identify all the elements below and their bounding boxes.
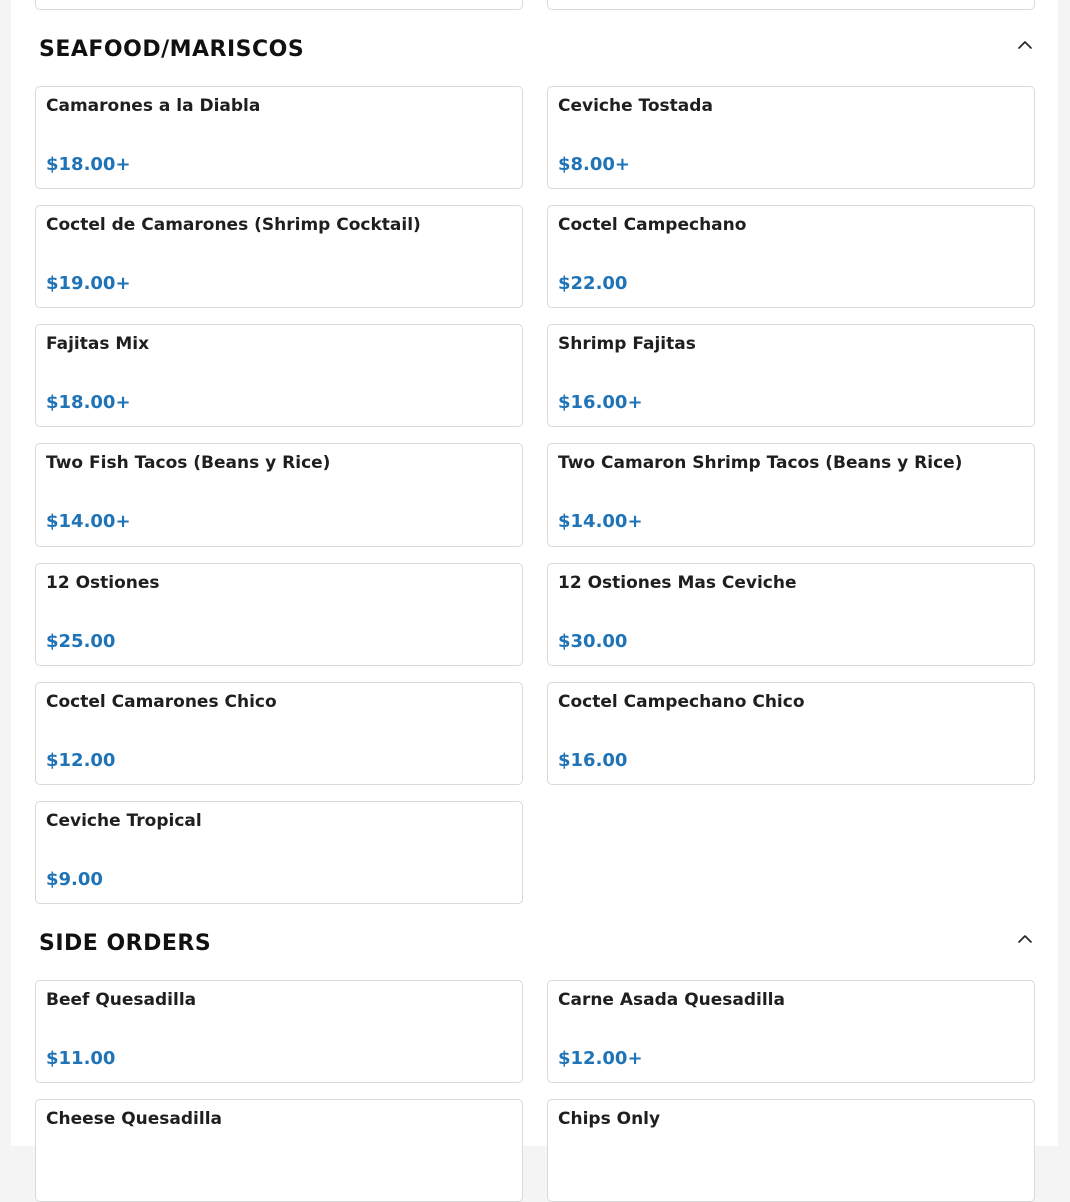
chevron-up-icon[interactable]: [1014, 927, 1036, 949]
menu-item-card[interactable]: [35, 443, 523, 547]
menu-item-price: $18.00+: [46, 154, 131, 175]
menu-item-price: $16.00: [558, 750, 628, 771]
menu-item-card-partial[interactable]: [547, 0, 1035, 10]
menu-item-name: Ceviche Tropical: [46, 811, 202, 831]
menu-item-price: $30.00: [558, 631, 628, 652]
menu-item-price: $11.00: [46, 1048, 116, 1069]
menu-item-name: Coctel de Camarones (Shrimp Cocktail): [46, 215, 421, 235]
menu-item-price: $8.00+: [558, 154, 631, 175]
menu-item-name: 12 Ostiones: [46, 573, 160, 593]
menu-item-card[interactable]: [547, 205, 1035, 308]
menu-item-price: $25.00: [46, 631, 116, 652]
menu-item-name: Coctel Camarones Chico: [46, 692, 277, 712]
section-title-seafood: SEAFOOD/MARISCOS: [39, 37, 305, 62]
menu-item-price: $18.00+: [46, 392, 131, 413]
menu-item-price: $9.00: [46, 869, 103, 890]
menu-item-price: $19.00+: [46, 273, 131, 294]
menu-item-card[interactable]: [35, 980, 523, 1083]
menu-item-card[interactable]: [35, 682, 523, 785]
menu-item-price: $22.00: [558, 273, 628, 294]
menu-item-card[interactable]: [547, 980, 1035, 1083]
section-title-side-orders: SIDE ORDERS: [39, 931, 212, 956]
menu-item-card[interactable]: [35, 324, 523, 427]
menu-item-price: $14.00+: [46, 511, 131, 532]
menu-item-card[interactable]: [547, 682, 1035, 785]
menu-item-name: Carne Asada Quesadilla: [558, 990, 785, 1010]
menu-item-price: $16.00+: [558, 392, 643, 413]
menu-item-card[interactable]: [35, 801, 523, 904]
menu-item-name: Two Camaron Shrimp Tacos (Beans y Rice): [558, 453, 963, 473]
menu-item-card[interactable]: [35, 205, 523, 308]
menu-item-name: Fajitas Mix: [46, 334, 150, 354]
menu-item-card-partial[interactable]: [35, 0, 523, 10]
menu-item-price: $12.00+: [558, 1048, 643, 1069]
menu-item-name: Ceviche Tostada: [558, 96, 713, 116]
menu-item-card[interactable]: [547, 324, 1035, 427]
menu-item-name: Coctel Campechano Chico: [558, 692, 805, 712]
menu-item-card[interactable]: [35, 86, 523, 189]
menu-item-card[interactable]: [547, 86, 1035, 189]
menu-item-name: Two Fish Tacos (Beans y Rice): [46, 453, 331, 473]
menu-item-name: Chips Only: [558, 1109, 661, 1129]
chevron-up-icon[interactable]: [1014, 33, 1036, 55]
menu-item-name: Coctel Campechano: [558, 215, 747, 235]
menu-item-card[interactable]: [35, 1099, 523, 1202]
menu-item-card[interactable]: [547, 443, 1035, 547]
menu-item-name: Shrimp Fajitas: [558, 334, 696, 354]
menu-item-name: Cheese Quesadilla: [46, 1109, 223, 1129]
menu-item-price: $12.00: [46, 750, 116, 771]
menu-item-name: 12 Ostiones Mas Ceviche: [558, 573, 797, 593]
menu-item-card[interactable]: [547, 563, 1035, 666]
menu-item-card[interactable]: [35, 563, 523, 666]
menu-item-name: Beef Quesadilla: [46, 990, 197, 1010]
menu-item-price: $14.00+: [558, 511, 643, 532]
menu-item-name: Camarones a la Diabla: [46, 96, 261, 116]
menu-item-card[interactable]: [547, 1099, 1035, 1202]
